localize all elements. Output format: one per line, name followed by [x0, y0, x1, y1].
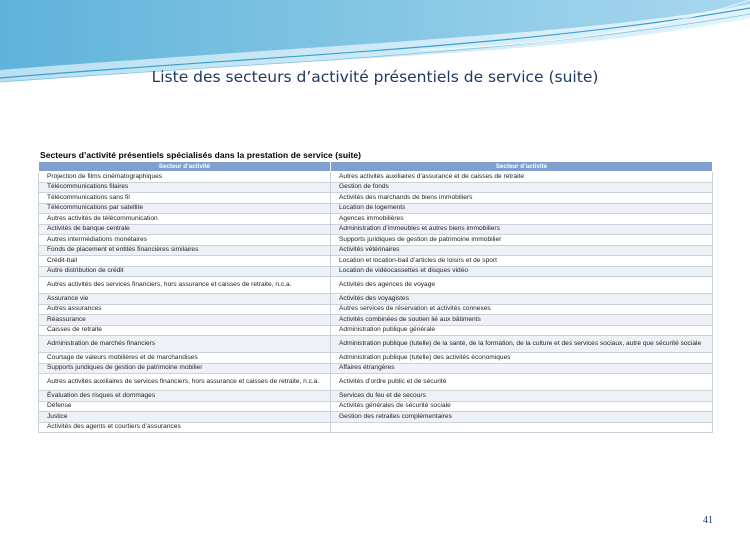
table-cell-right: Autres activités auxiliaires d’assurance et de caisses de retraite	[331, 172, 713, 183]
table-cell-right: Activités des voyagistes	[331, 294, 713, 305]
table-row	[39, 412, 713, 423]
table-cell-right: Administration d’immeubles et autres biens immobiliers	[331, 224, 713, 235]
table-cell-left: Autres assurances	[39, 304, 331, 315]
table-cell-right: Location et location-bail d’articles de loisirs et de sport	[331, 256, 713, 267]
table-row	[39, 235, 713, 246]
table-cell-right: Activités d’ordre public et de sécurité	[331, 374, 713, 391]
table-cell-left: Activités des agents et courtiers d’assurances	[39, 422, 331, 433]
table-cell-left: Autres intermédiations monétaires	[39, 235, 331, 246]
table-row	[39, 374, 713, 391]
table-cell-right: Activités des agences de voyage	[331, 277, 713, 294]
table-cell-left: Réassurance	[39, 315, 331, 326]
table-row	[39, 401, 713, 412]
table-cell-left: Autres activités des services financiers, hors assurance et caisses de retraite, n.c.a.	[39, 277, 331, 294]
table-cell-right: Supports juridiques de gestion de patrimoine immobilier	[331, 235, 713, 246]
table-cell-left: Courtage de valeurs mobilières et de marchandises	[39, 353, 331, 364]
table-row	[39, 224, 713, 235]
sector-table-block	[38, 150, 712, 433]
table-row	[39, 256, 713, 267]
table-cell-right: Activités générales de sécurité sociale	[331, 401, 713, 412]
table-cell-left: Autre distribution de crédit	[39, 266, 331, 277]
table-row	[39, 182, 713, 193]
table-row	[39, 245, 713, 256]
table-row	[39, 193, 713, 204]
table-cell-left: Caisses de retraite	[39, 325, 331, 336]
page-title: Liste des secteurs d’activité présentiels de service (suite)	[151, 68, 599, 86]
table-cell-left: Télécommunications sans fil	[39, 193, 331, 204]
table-cell-right: Location de logements	[331, 203, 713, 214]
table-row	[39, 336, 713, 353]
table-cell-right: Administration publique (tutelle) des activités économiques	[331, 353, 713, 364]
table-row	[39, 277, 713, 294]
table-cell-right: Activités combinées de soutien lié aux bâtiments	[331, 315, 713, 326]
table-cell-right: Autres services de réservation et activités connexes	[331, 304, 713, 315]
table-row	[39, 315, 713, 326]
table-cell-right: Activités des marchands de biens immobiliers	[331, 193, 713, 204]
table-row	[39, 363, 713, 374]
table-row	[39, 391, 713, 402]
table-cell-right: Affaires étrangères	[331, 363, 713, 374]
table-cell-left: Administration de marchés financiers	[39, 336, 331, 353]
table-cell-left: Autres activités auxiliaires de services financiers, hors assurance et caisses de retraite, n.c.a.	[39, 374, 331, 391]
table-cell-right: Agences immobilières	[331, 214, 713, 225]
table-cell-right: Administration publique générale	[331, 325, 713, 336]
table-cell-right: Gestion des retraites complémentaires	[331, 412, 713, 423]
table-cell-left: Projection de films cinématographiques	[39, 172, 331, 183]
table-cell-left: Activités de banque centrale	[39, 224, 331, 235]
table-cell-left: Télécommunications par satellite	[39, 203, 331, 214]
table-cell-left: Évaluation des risques et dommages	[39, 391, 331, 402]
column-header-right: Secteur d’activité	[331, 162, 713, 172]
table-row	[39, 214, 713, 225]
table-cell-right: Gestion de fonds	[331, 182, 713, 193]
table-cell-left: Fonds de placement et entités financières similaires	[39, 245, 331, 256]
table-cell-left: Supports juridiques de gestion de patrimoine mobilier	[39, 363, 331, 374]
table-row	[39, 294, 713, 305]
column-header-left: Secteur d’activité	[39, 162, 331, 172]
table-cell-right: Activités vétérinaires	[331, 245, 713, 256]
table-cell-right: Administration publique (tutelle) de la santé, de la formation, de la culture et des services sociaux, autre que sécurité sociale	[331, 336, 713, 353]
table-row	[39, 304, 713, 315]
table-row	[39, 422, 713, 433]
table-row	[39, 325, 713, 336]
table-cell-left: Télécommunications filaires	[39, 182, 331, 193]
table-row	[39, 203, 713, 214]
table-row	[39, 266, 713, 277]
table-cell-right	[331, 422, 713, 433]
table-title: Secteurs d’activité présentiels spécialisés dans la prestation de service (suite)	[40, 150, 362, 160]
table-row	[39, 172, 713, 183]
table-cell-right: Services du feu et de secours	[331, 391, 713, 402]
table-cell-left: Justice	[39, 412, 331, 423]
table-cell-left: Autres activités de télécommunication	[39, 214, 331, 225]
table-cell-left: Crédit-bail	[39, 256, 331, 267]
table-cell-left: Défense	[39, 401, 331, 412]
table-cell-left: Assurance vie	[39, 294, 331, 305]
table-header-row	[39, 162, 713, 172]
sector-table	[38, 161, 713, 433]
table-row	[39, 353, 713, 364]
page-number: 41	[703, 515, 713, 526]
table-cell-right: Location de vidéocassettes et disques vidéo	[331, 266, 713, 277]
